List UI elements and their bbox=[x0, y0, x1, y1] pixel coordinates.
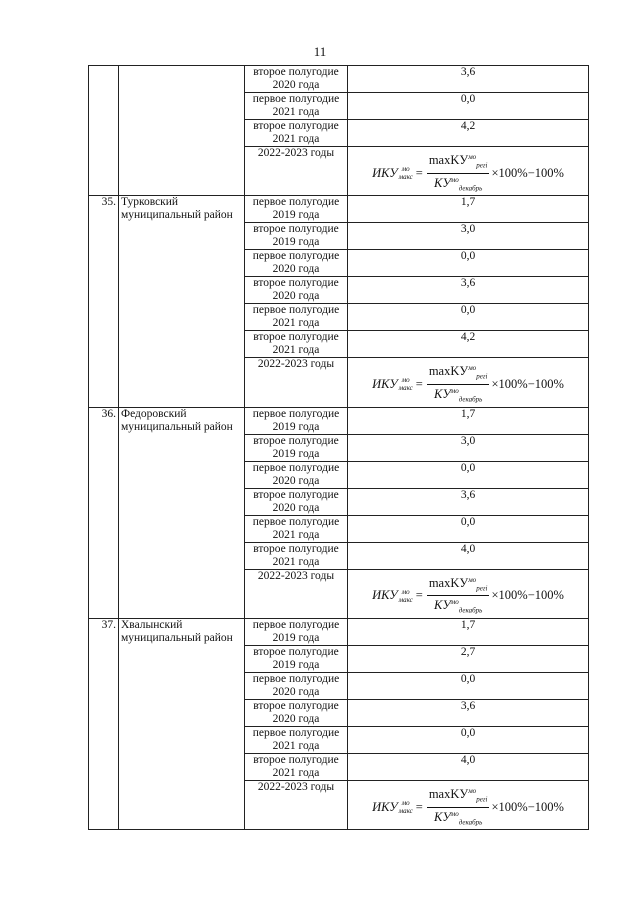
value-cell: 3,6 bbox=[348, 699, 589, 726]
max-index-formula bbox=[350, 362, 586, 406]
formula-den-sub: декабрь bbox=[458, 184, 483, 193]
formula-den-sub: декабрь bbox=[458, 395, 483, 404]
period-cell: 2022-2023 годы bbox=[245, 358, 348, 407]
formula-num-sup: мо bbox=[468, 786, 477, 795]
formula-lhs-sub: макс bbox=[398, 807, 413, 816]
formula-den-sup: мо bbox=[450, 598, 459, 607]
period-cell: 2022-2023 годы bbox=[245, 147, 348, 196]
formula-lhs-sub: макс bbox=[398, 384, 413, 393]
value-cell: 3,0 bbox=[348, 434, 589, 461]
period-cell: второе полугодие 2021 года bbox=[245, 331, 348, 358]
formula-cell bbox=[348, 569, 589, 618]
period-cell: второе полугодие 2020 года bbox=[245, 699, 348, 726]
value-cell: 1,7 bbox=[348, 407, 589, 434]
formula-den-text: KУ bbox=[434, 598, 451, 613]
district-name bbox=[119, 66, 245, 196]
formula-den-sup: мо bbox=[450, 175, 459, 184]
max-index-formula bbox=[350, 785, 586, 829]
value-cell: 0,0 bbox=[348, 672, 589, 699]
formula-equals: = bbox=[415, 799, 423, 814]
period-cell: второе полугодие 2021 года bbox=[245, 120, 348, 147]
value-cell: 4,2 bbox=[348, 331, 589, 358]
period-cell: 2022-2023 годы bbox=[245, 780, 348, 829]
formula-num-text: maxKУ bbox=[428, 364, 469, 379]
formula-lhs: ИКУ bbox=[372, 799, 398, 814]
value-cell: 0,0 bbox=[348, 93, 589, 120]
section-number: 36. bbox=[89, 407, 119, 618]
table-row bbox=[89, 407, 589, 434]
formula-lhs-sup: мо bbox=[401, 165, 410, 174]
period-cell: второе полугодие 2021 года bbox=[245, 753, 348, 780]
formula-fraction bbox=[427, 574, 490, 618]
max-index-formula bbox=[350, 151, 586, 195]
formula-num-sub: регi bbox=[476, 161, 488, 170]
table-row bbox=[89, 618, 589, 645]
period-cell: второе полугодие 2020 года bbox=[245, 66, 348, 93]
value-cell: 3,6 bbox=[348, 66, 589, 93]
period-cell: второе полугодие 2019 года bbox=[245, 434, 348, 461]
tariff-index-table bbox=[88, 65, 589, 830]
table-row bbox=[89, 66, 589, 93]
formula-denominator bbox=[432, 808, 484, 830]
formula-lhs-sub: макс bbox=[398, 595, 413, 604]
period-cell: второе полугодие 2019 года bbox=[245, 645, 348, 672]
period-cell: первое полугодие 2019 года bbox=[245, 407, 348, 434]
formula-den-text: KУ bbox=[434, 809, 451, 824]
value-cell: 3,0 bbox=[348, 223, 589, 250]
formula-num-sub: регi bbox=[476, 372, 488, 381]
period-cell: первое полугодие 2019 года bbox=[245, 196, 348, 223]
period-cell: первое полугодие 2021 года bbox=[245, 726, 348, 753]
formula-tail: ×100%−100% bbox=[491, 376, 564, 391]
value-cell: 0,0 bbox=[348, 726, 589, 753]
district-name: Хвалынский муниципальный район bbox=[119, 618, 245, 829]
period-cell: второе полугодие 2021 года bbox=[245, 542, 348, 569]
formula-fraction bbox=[427, 785, 490, 829]
value-cell: 0,0 bbox=[348, 250, 589, 277]
formula-num-sup: мо bbox=[468, 364, 477, 373]
value-cell: 3,6 bbox=[348, 488, 589, 515]
formula-denominator bbox=[432, 385, 484, 407]
formula-tail: ×100%−100% bbox=[491, 165, 564, 180]
formula-fraction bbox=[427, 362, 490, 406]
period-cell: первое полугодие 2019 года bbox=[245, 618, 348, 645]
formula-denominator bbox=[432, 596, 484, 618]
formula-numerator bbox=[427, 151, 490, 174]
table-row bbox=[89, 196, 589, 223]
formula-fraction bbox=[427, 151, 490, 195]
formula-num-text: maxKУ bbox=[428, 575, 469, 590]
section-number: 37. bbox=[89, 618, 119, 829]
formula-num-sup: мо bbox=[468, 153, 477, 161]
formula-lhs: ИКУ bbox=[372, 588, 398, 603]
value-cell: 2,7 bbox=[348, 645, 589, 672]
formula-num-sup: мо bbox=[468, 575, 477, 584]
formula-num-text: maxKУ bbox=[428, 153, 469, 168]
formula-numerator bbox=[427, 785, 490, 808]
period-cell: второе полугодие 2020 года bbox=[245, 488, 348, 515]
formula-equals: = bbox=[415, 376, 423, 391]
formula-cell bbox=[348, 147, 589, 196]
formula-cell bbox=[348, 780, 589, 829]
table-body bbox=[89, 66, 589, 830]
value-cell: 3,6 bbox=[348, 277, 589, 304]
formula-lhs-sub: макс bbox=[398, 173, 413, 182]
formula-lhs-sup: мо bbox=[401, 799, 410, 808]
period-cell: первое полугодие 2020 года bbox=[245, 461, 348, 488]
value-cell: 0,0 bbox=[348, 461, 589, 488]
max-index-formula bbox=[350, 574, 586, 618]
period-cell: первое полугодие 2020 года bbox=[245, 250, 348, 277]
value-cell: 0,0 bbox=[348, 515, 589, 542]
formula-tail: ×100%−100% bbox=[491, 799, 564, 814]
period-cell: первое полугодие 2021 года bbox=[245, 515, 348, 542]
value-cell: 1,7 bbox=[348, 196, 589, 223]
formula-numerator bbox=[427, 362, 490, 385]
formula-cell bbox=[348, 358, 589, 407]
value-cell: 4,0 bbox=[348, 753, 589, 780]
formula-denominator bbox=[432, 174, 484, 196]
formula-den-sub: декабрь bbox=[458, 818, 483, 827]
formula-equals: = bbox=[415, 588, 423, 603]
section-number bbox=[89, 66, 119, 196]
formula-lhs-sup: мо bbox=[401, 587, 410, 596]
formula-lhs: ИКУ bbox=[372, 165, 398, 180]
formula-tail: ×100%−100% bbox=[491, 588, 564, 603]
value-cell: 1,7 bbox=[348, 618, 589, 645]
value-cell: 4,0 bbox=[348, 542, 589, 569]
district-name: Турковский муниципальный район bbox=[119, 196, 245, 407]
period-cell: второе полугодие 2020 года bbox=[245, 277, 348, 304]
period-cell: первое полугодие 2020 года bbox=[245, 672, 348, 699]
formula-den-sup: мо bbox=[450, 809, 459, 818]
formula-lhs-sup: мо bbox=[401, 376, 410, 385]
value-cell: 0,0 bbox=[348, 304, 589, 331]
formula-den-sub: декабрь bbox=[458, 606, 483, 615]
period-cell: первое полугодие 2021 года bbox=[245, 93, 348, 120]
formula-den-sup: мо bbox=[450, 386, 459, 395]
period-cell: 2022-2023 годы bbox=[245, 569, 348, 618]
page-number: 11 bbox=[313, 44, 327, 59]
formula-equals: = bbox=[415, 165, 423, 180]
formula-num-text: maxKУ bbox=[428, 787, 469, 802]
formula-den-text: KУ bbox=[434, 387, 451, 402]
formula-num-sub: регi bbox=[476, 584, 488, 593]
formula-den-text: KУ bbox=[434, 175, 451, 190]
formula-lhs: ИКУ bbox=[372, 376, 398, 391]
value-cell: 4,2 bbox=[348, 120, 589, 147]
section-number: 35. bbox=[89, 196, 119, 407]
formula-numerator bbox=[427, 574, 490, 597]
period-cell: первое полугодие 2021 года bbox=[245, 304, 348, 331]
period-cell: второе полугодие 2019 года bbox=[245, 223, 348, 250]
district-name: Федоровский муниципальный район bbox=[119, 407, 245, 618]
formula-num-sub: регi bbox=[476, 795, 488, 804]
